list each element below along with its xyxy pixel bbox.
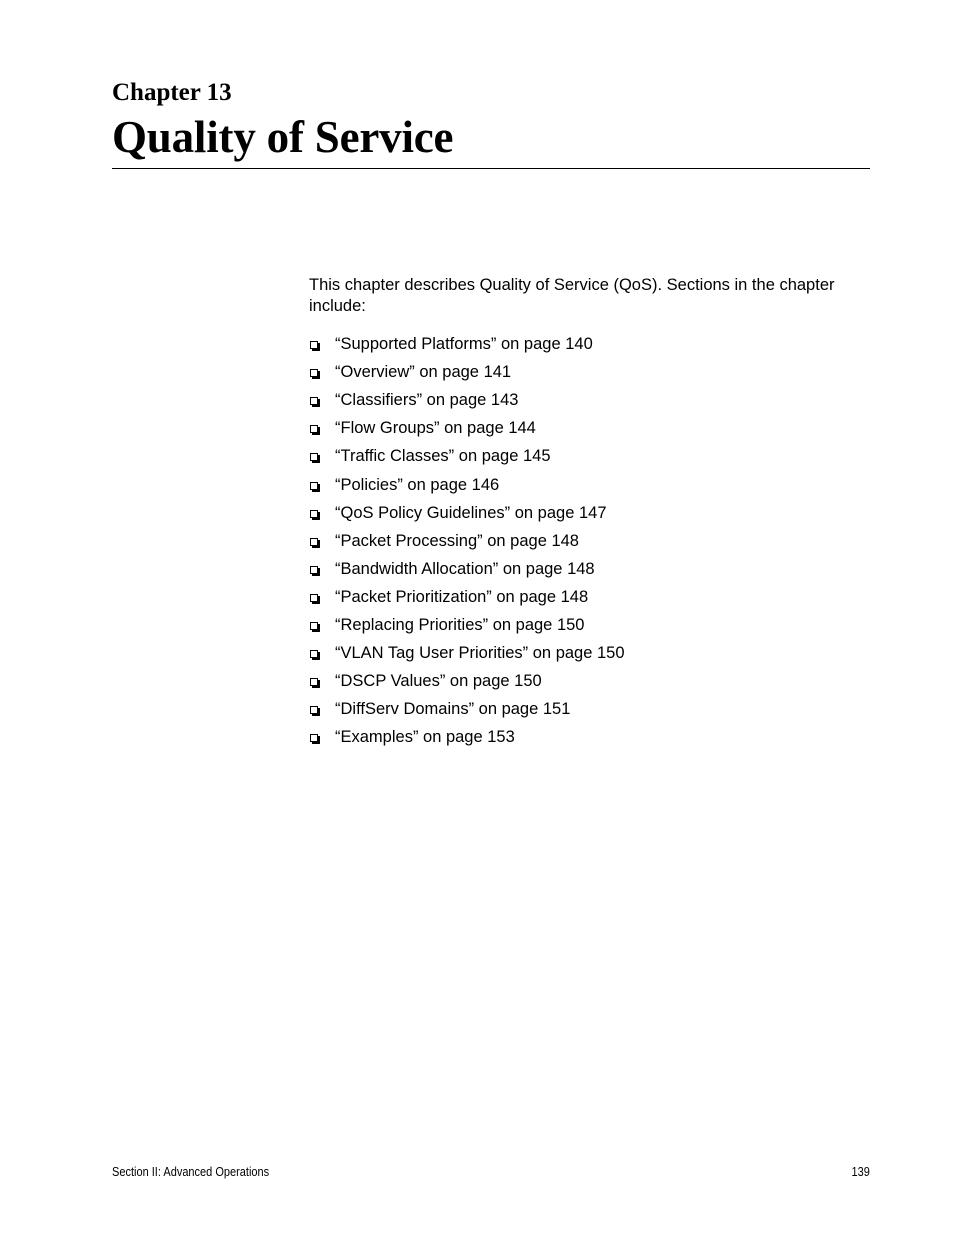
checkbox-bullet-icon xyxy=(310,566,318,574)
title-divider xyxy=(112,168,870,169)
toc-link[interactable]: “Examples” on page 153 xyxy=(335,728,515,747)
intro-paragraph: This chapter describes Quality of Service (QoS). Sections in the chapter include: xyxy=(309,276,835,315)
list-item xyxy=(309,330,625,358)
toc-link[interactable]: “QoS Policy Guidelines” on page 147 xyxy=(335,503,607,522)
checkbox-bullet-icon xyxy=(310,650,318,658)
checkbox-bullet-icon xyxy=(310,453,318,461)
list-item xyxy=(309,442,625,470)
toc-link[interactable]: “DiffServ Domains” on page 151 xyxy=(335,700,571,719)
chapter-title: Quality of Service xyxy=(112,112,454,162)
toc-link[interactable]: “Flow Groups” on page 144 xyxy=(335,419,536,438)
list-item xyxy=(309,414,625,442)
checkbox-bullet-icon xyxy=(310,425,318,433)
footer-section-label: Section II: Advanced Operations xyxy=(112,1165,270,1179)
toc-link[interactable]: “Traffic Classes” on page 145 xyxy=(335,447,551,466)
checkbox-bullet-icon xyxy=(310,706,318,714)
chapter-label: Chapter 13 xyxy=(112,79,232,106)
checkbox-bullet-icon xyxy=(310,341,318,349)
toc-link[interactable]: “VLAN Tag User Priorities” on page 150 xyxy=(335,644,625,663)
section-list xyxy=(309,330,625,751)
checkbox-bullet-icon xyxy=(310,397,318,405)
checkbox-bullet-icon xyxy=(310,538,318,546)
checkbox-bullet-icon xyxy=(310,734,318,742)
list-item xyxy=(309,470,625,498)
toc-link[interactable]: “Classifiers” on page 143 xyxy=(335,391,519,410)
checkbox-bullet-icon xyxy=(310,482,318,490)
toc-link[interactable]: “Supported Platforms” on page 140 xyxy=(335,335,593,354)
footer-page-number: 139 xyxy=(851,1165,870,1179)
toc-link[interactable]: “DSCP Values” on page 150 xyxy=(335,672,542,691)
checkbox-bullet-icon xyxy=(310,622,318,630)
checkbox-bullet-icon xyxy=(310,678,318,686)
checkbox-bullet-icon xyxy=(310,369,318,377)
toc-link[interactable]: “Overview” on page 141 xyxy=(335,363,512,382)
toc-link[interactable]: “Policies” on page 146 xyxy=(335,475,500,494)
toc-link[interactable]: “Replacing Priorities” on page 150 xyxy=(335,615,585,634)
list-item xyxy=(309,527,625,555)
list-item xyxy=(309,386,625,414)
checkbox-bullet-icon xyxy=(310,510,318,518)
toc-link[interactable]: “Packet Processing” on page 148 xyxy=(335,531,579,550)
list-item xyxy=(309,358,625,386)
list-item xyxy=(309,695,625,723)
list-item xyxy=(309,667,625,695)
list-item xyxy=(309,555,625,583)
toc-link[interactable]: “Packet Prioritization” on page 148 xyxy=(335,587,589,606)
checkbox-bullet-icon xyxy=(310,594,318,602)
list-item xyxy=(309,499,625,527)
toc-link[interactable]: “Bandwidth Allocation” on page 148 xyxy=(335,559,595,578)
list-item xyxy=(309,583,625,611)
list-item xyxy=(309,611,625,639)
list-item xyxy=(309,639,625,667)
list-item xyxy=(309,723,625,751)
